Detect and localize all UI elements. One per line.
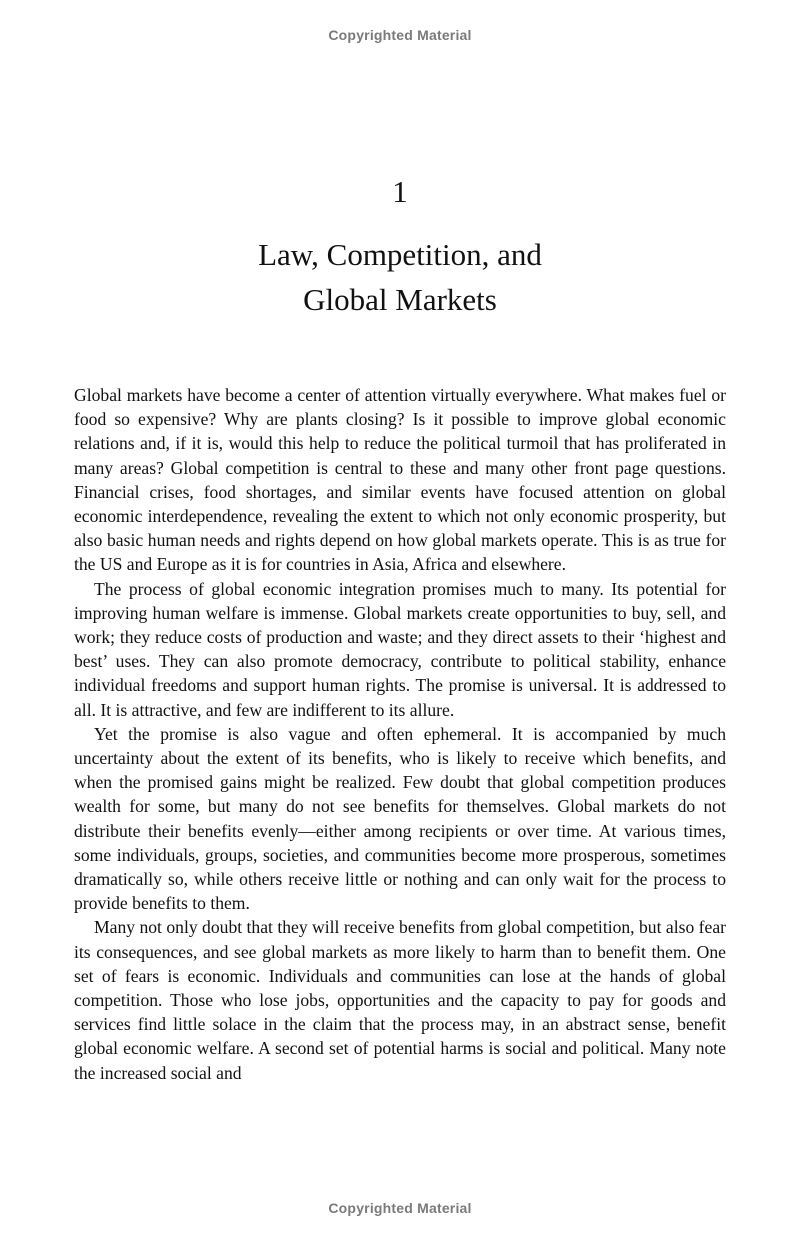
paragraph-2: The process of global economic integration promises much to many. Its potential for improving human welfare is immense. Global markets create opportunities to buy, sell, and work; they reduce costs of production and waste; and they direct assets to their ‘highest and best’ uses. They can also promote democracy, contribute to political stability, enhance individual freedoms and support human rights. The promise is universal. It is addressed to all. It is attractive, and few are indifferent to its allure. [74,578,726,720]
chapter-title-line-1: Law, Competition, and [258,237,542,272]
paragraph-3: Yet the promise is also vague and often ephemeral. It is accompanied by much uncertainty about the extent of its benefits, who is likely to receive which benefits, and when the promised gains might be realized. Few doubt that global competition produces wealth for some, but many do not see benefits for themselves. Global markets do not distribute their benefits evenly—either among recipients or over time. At various times, some individuals, groups, societies, and communities become more prosperous, sometimes dramatically so, while others receive little or nothing and can only wait for the process to provide benefits to them. [74,723,726,914]
paragraph-1: Global markets have become a center of attention virtually everywhere. What makes fuel or food so expensive? Why are plants closing? Is it possible to improve global economic relations and, if it is, would this help to reduce the political turmoil that has proliferated in many areas? Global competition is central to these and many other front page questions. Financial crises, food shortages, and similar events have focused attention on global economic interdependence, revealing the extent to which not only economic prosperity, but also basic human needs and rights depend on how global markets operate. This is as true for the US and Europe as it is for countries in Asia, Africa and elsewhere. [74,385,726,575]
paragraph-4: Many not only doubt that they will receive benefits from global competition, but also fear its consequences, and see global markets as more likely to harm than to benefit them. One set of fears is economic. Individuals and communities can lose at the hands of global competition. Those who lose jobs, opportunities and the capacity to pay for goods and services find little solace in the claim that the process may, in an abstract sense, benefit global economic welfare. A second set of potential harms is social and political. Many note the increased social and [74,917,726,1083]
copyright-watermark-top: Copyrighted Material [328,27,472,43]
chapter-title [0,232,800,322]
chapter-title-line-2: Global Markets [303,282,497,317]
chapter-number: 1 [392,174,408,209]
chapter-body [74,383,726,1085]
copyright-watermark-bottom: Copyrighted Material [328,1200,472,1216]
